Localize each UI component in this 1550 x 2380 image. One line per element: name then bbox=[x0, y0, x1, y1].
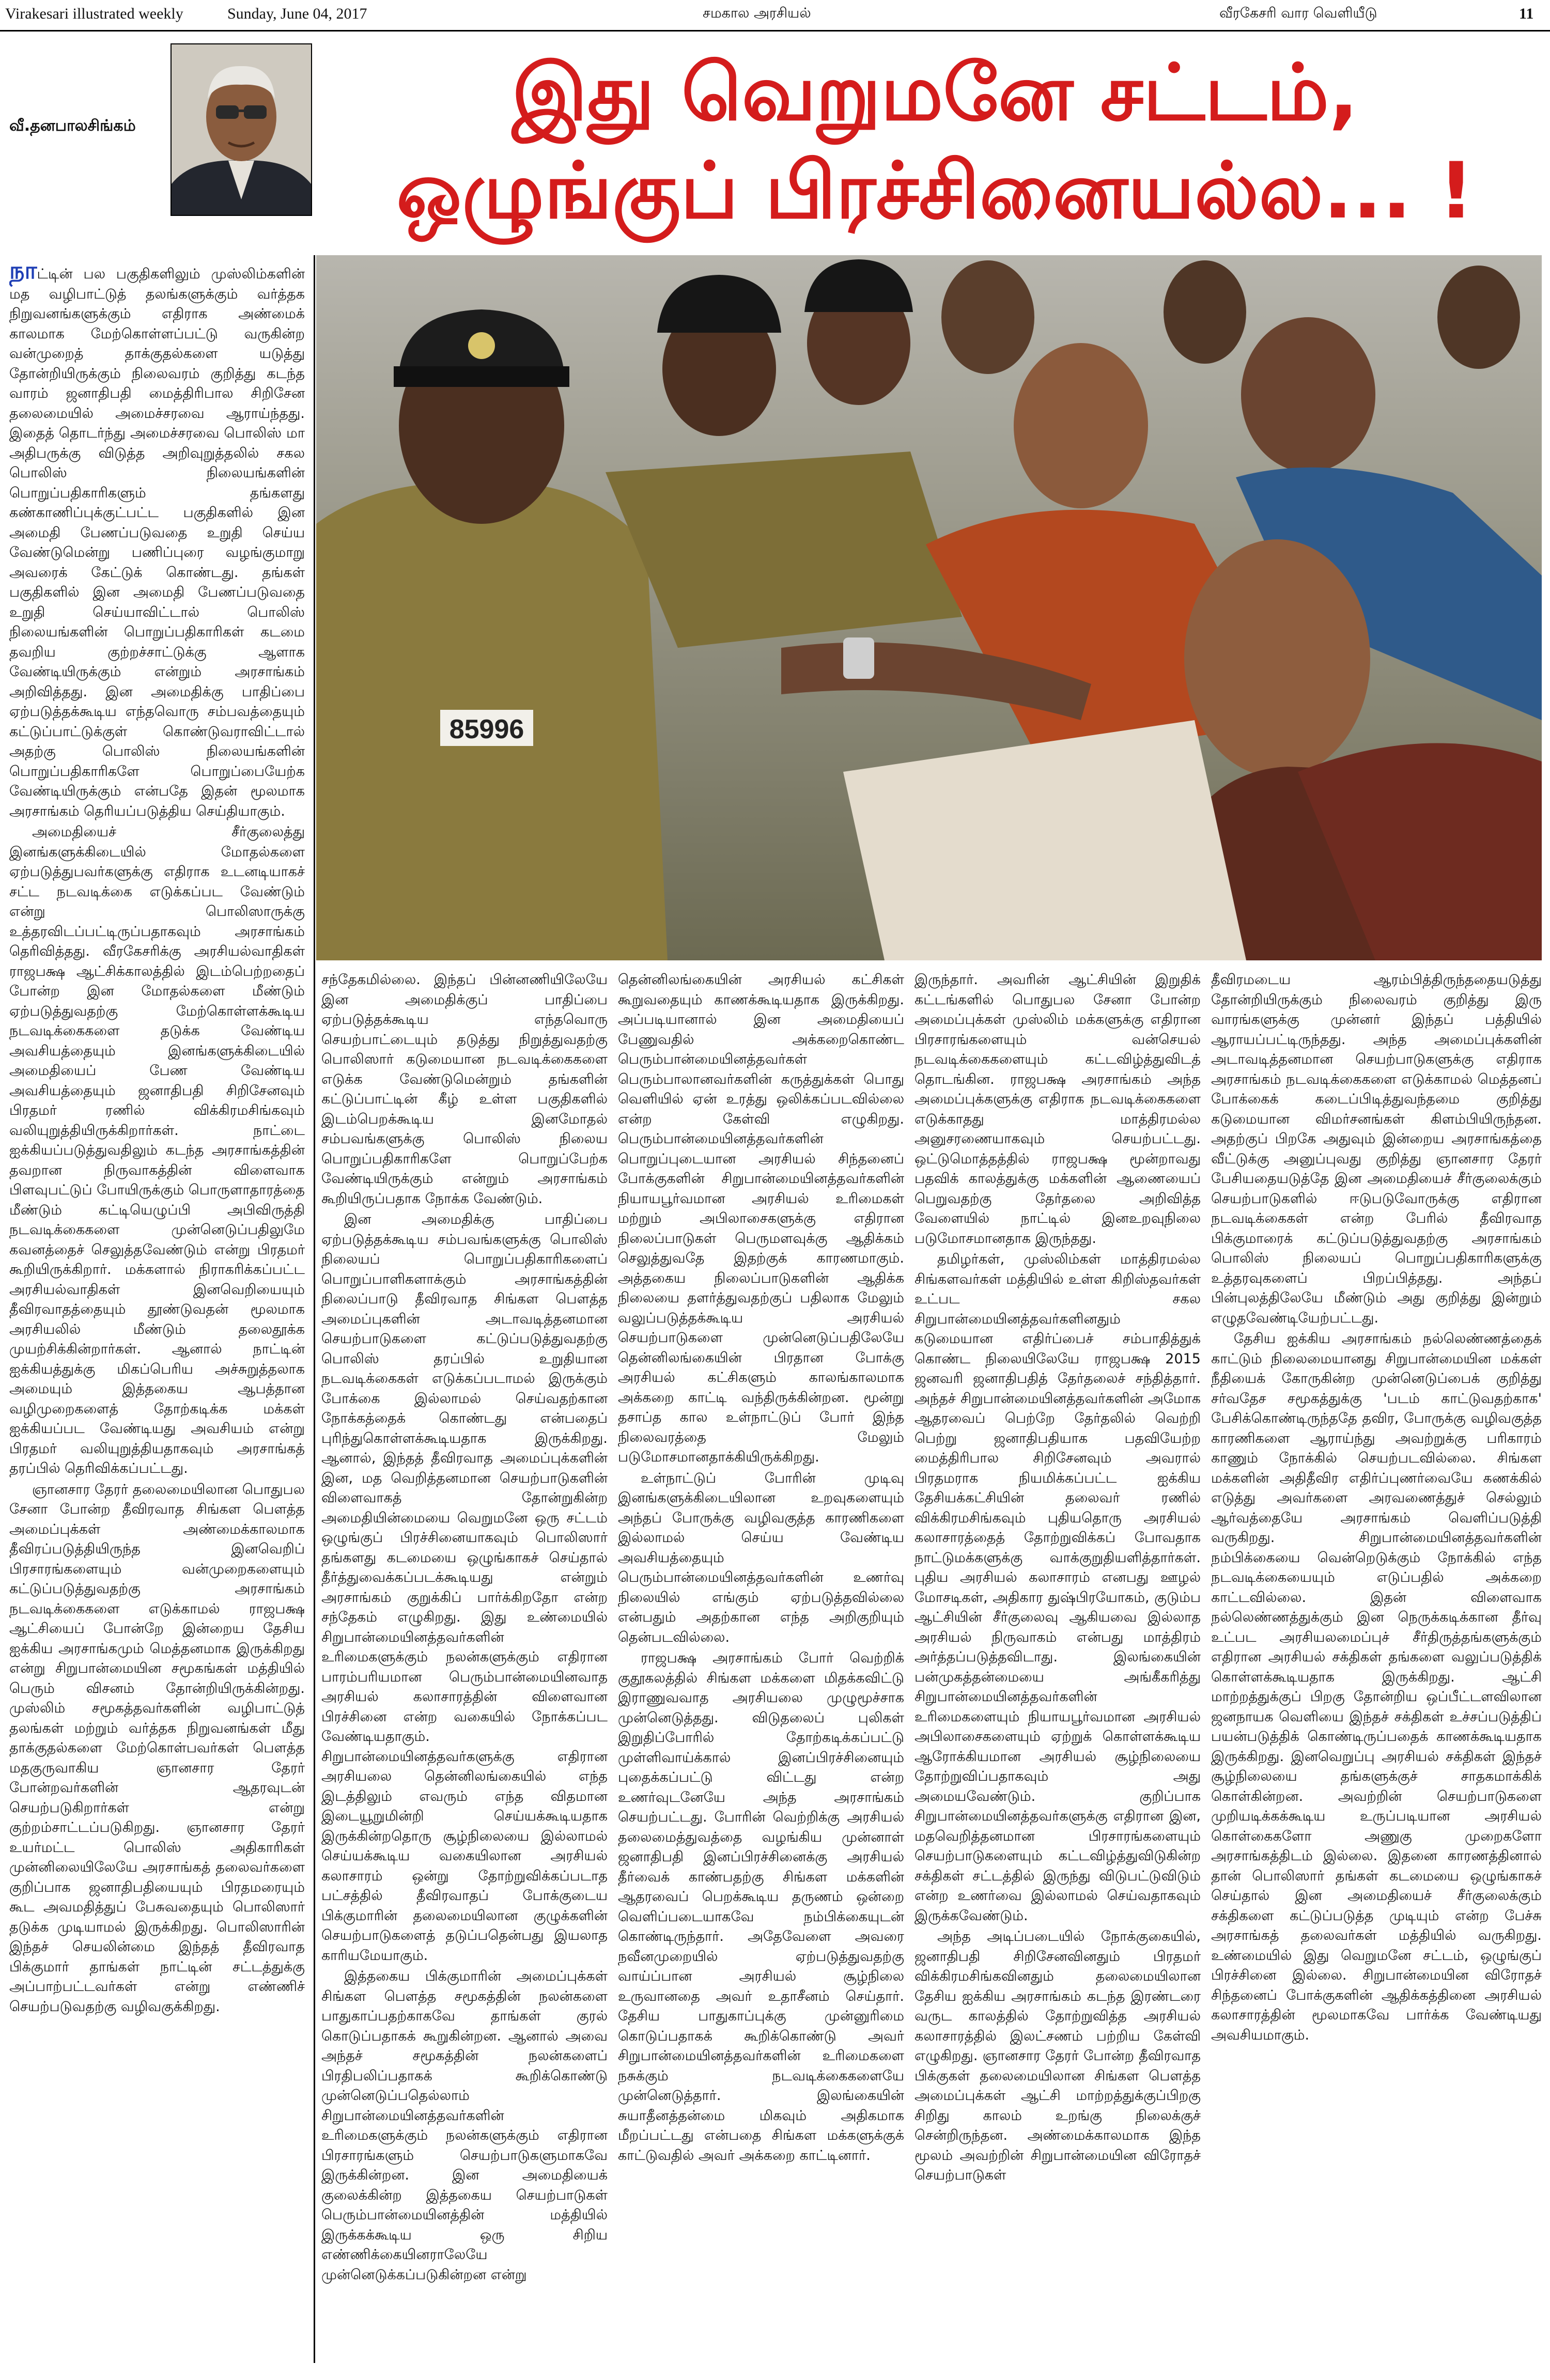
issue-date: Sunday, June 04, 2017 bbox=[227, 5, 367, 22]
article-column-5 bbox=[1211, 970, 1542, 2373]
paragraph: ஞானசார தேரர் தலைமையிலான பொதுபல சேனா போன்ற தீவிரவாத சிங்கள பௌத்த அமைப்புக்கள் அண்மைக்காலமாக தீவிரப்படுத்தியிருந்த இனவெறிப் பிரசாரங்களையும் வன்முறைகளையும் கட்டுப்படுத்துவதற்கு அரசாங்கம் நடவடிக்கைகளை எடுக்காமல் ராஜபக்ஷ ஆட்சியைப் போன்றே இன்றைய தேசிய ஐக்கிய அரசாங்கமும் மெத்தனமாக இருக்கிறது என்று சிறுபான்மையின சமூகங்கள் மத்தியில் பெரும் விசனம் தோன்றியிருக்கின்றது. முஸ்லிம் சமூகத்தவர்களின் வழிபாட்டுத் தலங்கள் மற்றும் வர்த்தக நிறுவனங்கள் மீது தாக்குதல்களை மேற்கொள்பவர்கள் பௌத்த மதகுருவாகிய ஞானசார தேரர் போன்றவர்களின் ஆதரவுடன் செயற்படுகிறார்கள் என்று குற்றம்சாட்டப்படுகிறது. ஞானசார தேரர் உயர்மட்ட பொலிஸ் அதிகாரிகள் முன்னிலையிலேயே அரசாங்கத் தலைவர்களை குறிப்பாக ஜனாதிபதியையும் பிரதமரையும் கூட அவமதித்துப் பேசுவதையும் பொலிஸார் தடுக்க முடியாமல் இருக்கிறது. பொலிஸாரின் இந்தச் செயலின்மை இந்தத் தீவிரவாத பிக்குமார் தாங்கள் நாட்டின் சட்டத்துக்கு அப்பாற்பட்டவர்கள் என்று எண்ணிச் செயற்படுவதற்கு வழிவகுக்கிறது. bbox=[9, 1481, 305, 2015]
article-column-4 bbox=[915, 970, 1201, 2373]
badge-number: 85996 bbox=[449, 714, 524, 744]
author-photo bbox=[171, 43, 312, 216]
paragraph: தேசிய ஐக்கிய அரசாங்கம் நல்லெண்ணத்தைக் காட்டும் நிலைமையானது சிறுபான்மையின மக்கள் நீதியைக் கோருகின்ற முன்னெடுப்பைக் குறித்து சர்வதேச சமூகத்துக்கு 'படம் காட்டுவதற்காக' பேசிக்கொண்டிருந்ததே தவிர, போருக்கு வழிவகுத்த காரணிகளை ஆராய்ந்து அவற்றுக்கு பரிகாரம் காணும் நோக்கில் செயற்படவில்லை. சிங்கள மக்களின் அதிதீவிர எதிர்ப்புணர்வையே கணக்கில் எடுத்து அவர்களை அரவணைத்துச் செல்லும் ஆர்வத்தையே அரசாங்கம் வெளிப்படுத்தி வருகிறது. சிறுபான்மையினத்தவர்களின் நம்பிக்கையை வென்றெடுக்கும் நோக்கில் எந்த நடவடிக்கையையும் எடுப்பதில் அக்கறை காட்டவில்லை. இதன் விளைவாக நல்லெண்ணத்துக்கும் இன நெருக்கடிக்கான தீர்வு உட்பட அரசியலமைப்புச் சீர்திருத்தங்களுக்கும் எதிரான அரசியல் சக்திகள் தங்களை வலுப்படுத்திக் கொள்ளக்கூடியதாக இருக்கிறது. ஆட்சி மாற்றத்துக்குப் பிறகு தோன்றிய ஒப்பீட்டளவிலான ஜனநாயக வெளியை இந்தச் சக்திகள் உச்சப்படுத்திப் பயன்படுத்திக் கொண்டிருப்பதைக் காணக்கூடியதாக இருக்கிறது. இனவெறுப்பு அரசியல் சக்திகள் இந்தச் சூழ்நிலையை தங்களுக்குச் சாதகமாக்கிக் கொள்கின்றன. அவற்றின் செயற்பாடுகளை முறியடிக்கக்கூடிய உருப்படியான அரசியல் கொள்கைகளோ அணுகு முறைகளோ அரசாங்கத்திடம் இல்லை. இதனை காரணத்தினால் தான் பொலிஸார் தங்கள் கடமையை ஒழுங்காகச் செய்தால் இன அமைதியைச் சீர்குலைக்கும் சக்திகளை கட்டுப்படுத்த முடியும் என்ற பேச்சு அரசாங்கத் தலைவர்கள் மத்தியில் வருகிறது. உண்மையில் இது வெறுமனே சட்டம், ஒழுங்குப் பிரச்சினை இல்லை. சிறுபான்மையின விரோதச் சிந்தனைப் போக்குகளின் ஆதிக்கத்தினை அரசியல் கலாசாரத்தின் மூலமாகவே பார்க்க வேண்டியது அவசியமாகும். bbox=[1211, 1331, 1542, 2043]
page-header bbox=[0, 0, 1550, 32]
drop-cap: நா bbox=[9, 260, 37, 284]
column-rule bbox=[314, 255, 315, 2363]
headline-line-1: இது வெறுமனே சட்டம், bbox=[512, 48, 1359, 138]
paragraph: அந்த அடிப்படையில் நோக்குகையில், ஜனாதிபதி சிறிசேனவினதும் பிரதமர் விக்கிரமசிங்கவினதும் தலைமையிலான தேசிய ஐக்கிய அரசாங்கம் கடந்த இரண்டரை வருட காலத்தில் தோற்றுவித்த அரசியல் கலாசாரத்தில் இலட்சணம் பற்றிய கேள்வி எழுகிறது. ஞானசார தேரர் போன்ற தீவிரவாத பிக்குகள் தலைமையிலான சிங்கள பௌத்த அமைப்புக்கள் ஆட்சி மாற்றத்துக்குப்பிறகு சிறிது காலம் உறங்கு நிலைக்குச் சென்றிருந்தன. அண்மைக்காலமாக இந்த மூலம் அவற்றின் சிறுபான்மையின விரோதச் செயற்பாடுகள் bbox=[915, 1928, 1201, 2183]
section-name: சமகால அரசியல் bbox=[703, 5, 811, 21]
article-column-1 bbox=[9, 260, 305, 2373]
paragraph: அமைதியைச் சீர்குலைத்து இனங்களுக்கிடையில் மோதல்களை ஏற்படுத்துபவர்களுக்கு எதிராக உடனடியாகச் சட்ட நடவடிக்கை எடுக்கப்பட வேண்டும் என்று பொலிஸாருக்கு உத்தரவிடப்பட்டிருப்பதாகவும் அரசாங்கம் தெரிவித்தது. வீரகேசரிக்கு அரசியல்வாதிகள் ராஜபக்ஷ ஆட்சிக்காலத்தில் இடம்பெற்றதைப் போன்ற இன மோதல்களை மீண்டும் ஏற்படுத்துவதற்கு மேற்கொள்ளக்கூடிய நடவடிக்கைகளை தடுக்க வேண்டிய அவசியத்தையும் இனங்களுக்கிடையில் அமைதியைப் பேண வேண்டிய அவசியத்தையும் ஜனாதிபதி சிறிசேனவும் பிரதமர் ரணில் விக்கிரமசிங்கவும் வலியுறுத்தியிருக்கிறார்கள். நாட்டை ஐக்கியப்படுத்துவதிலும் கடந்த அரசாங்கத்தின் தவறான நிருவாகத்தின் விளைவாக பிளவுபட்டுப் போயிருக்கும் பொருளாதாரத்தை மீண்டும் கட்டியெழுப்பி அபிவிருத்தி நடவடிக்கைகளை முன்னெடுப்பதிலுமே கவனத்தைச் செலுத்தவேண்டும் என்று பிரதமர் கூறியிருக்கிறார். மக்களால் நிராகரிக்கப்பட்ட அரசியல்வாதிகள் இனவெறியையும் தீவிரவாதத்தையும் தூண்டுவதன் மூலமாக அரசியலில் மீண்டும் தலைதூக்க முயற்சிக்கின்றார்கள். ஆனால் நாட்டின் ஐக்கியத்துக்கு மிகப்பெரிய அச்சுறுத்தலாக அமையும் இத்தகைய ஆபத்தான வழிமுறைகளைத் தோற்கடிக்க மக்கள் ஐக்கியப்பட வேண்டியது அவசியம் என்று பிரதமர் வலியுறுத்தியதாகவும் அரசாங்கத் தரப்பில் தெரிவிக்கப்பட்டது. bbox=[9, 824, 305, 1476]
paragraph: சந்தேகமில்லை. இந்தப் பின்னணியிலேயே இன அமைதிக்குப் பாதிப்பை ஏற்படுத்தக்கூடிய எந்தவொரு செயற்பாட்டையும் தடுத்து நிறுத்துவதற்கு பொலிஸார் கடுமையான நடவடிக்கைகளை எடுக்க வேண்டுமென்றும் தங்களின் கட்டுப்பாட்டின் கீழ் உள்ள பகுதிகளில் இடம்பெறக்கூடிய இனமோதல் சம்பவங்களுக்கு பொலிஸ் நிலைய பொறுப்பதிகாரிகளே பொறுப்பேற்க வேண்டியிருக்கும் என்றும் அரசாங்கம் கூறியிருப்பதாக நோக்க வேண்டும். bbox=[321, 972, 608, 1207]
article-column-2 bbox=[321, 970, 608, 2373]
paragraph: தமிழர்கள், முஸ்லிம்கள் மாத்திரமல்ல சிங்களவர்கள் மத்தியில் உள்ள கிறிஸ்தவர்கள் உட்பட சகல சிறுபான்மையினத்தவர்களினதும் கடுமையான எதிர்ப்பைச் சம்பாதித்துக் கொண்ட நிலையிலேயே ராஜபக்ஷ 2015 ஜனவரி ஜனாதிபதித் தேர்தலைச் சந்தித்தார். அந்தச் சிறுபான்மையினத்தவர்களின் அமோக ஆதரவைப் பெற்றே தேர்தலில் வெற்றி பெற்று ஜனாதிபதியாக பதவியேற்ற மைத்திரிபால சிறிசேனவும் அவரால் பிரதமராக நியமிக்கப்பட்ட ஐக்கிய தேசியக்கட்சியின் தலைவர் ரணில் விக்கிரமசிங்கவும் புதியதொரு அரசியல் கலாசாரத்தைத் தோற்றுவிக்கப் போவதாக நாட்டுமக்களுக்கு வாக்குறுதியளித்தார்கள். புதிய அரசியல் கலாசாரம் எனபது ஊழல் மோசடிகள், அதிகார துஷ்பிரயோகம், குடும்ப ஆட்சியின் சீர்குலைவு ஆகியவை இல்லாத அரசியல் நிருவாகம் என்பது மாத்திரம் அர்த்தப்படுத்தவிடாது. இலங்கையின் பன்முகத்தன்மையை அங்கீகரித்து சிறுபான்மையினத்தவர்களின் உரிமைகளையும் நியாயபூர்வமான அரசியல் அபிலாசைகளையும் ஏற்றுக் கொள்ளக்கூடிய ஆரோக்கியமான அரசியல் சூழ்நிலையை தோற்றுவிப்பதாகவும் அது அமையவேண்டும். குறிப்பாக சிறுபான்மையினத்தவர்களுக்கு எதிரான இன, மதவெறித்தனமான பிரசாரங்களையும் செயற்பாடுகளையும் கட்டவிழ்த்துவிடுகின்ற சக்திகள் சட்டத்தில் இருந்து விடுபட்டுவிடும் என்ற உணர்வை இல்லாமல் செய்வதாகவும் இருக்கவேண்டும். bbox=[915, 1251, 1201, 1924]
paragraph: தென்னிலங்கையின் அரசியல் கட்சிகள் கூறுவதையும் காணக்கூடியதாக இருக்கிறது. அப்படியானால் இன அமைதியைப் பேணுவதில் அக்கறைகொண்ட பெரும்பான்மையினத்தவர்கள் பெரும்பாலானவர்களின் கருத்துக்கள் பொது வெளியில் ஏன் உரத்து ஒலிக்கப்படவில்லை என்ற கேள்வி எழுகிறது. பெரும்பான்மையினத்தவர்களின் பொறுப்புடையான அரசியல் சிந்தனைப் போக்குகளின் சிறுபான்மையினத்தவர்களின் நியாயபூர்வமான அரசியல் உரிமைகள் மற்றும் அபிலாசைகளுக்கு எதிரான நிலைப்பாடுகள் பெருமளவுக்கு ஆதிக்கம் செலுத்துவதே இதற்குக் காரணமாகும். அத்தகைய நிலைப்பாடுகளின் ஆதிக்க நிலையை தளர்த்துவதற்குப் பதிலாக மேலும் வலுப்படுத்தக்கூடிய அரசியல் செயற்பாடுகளை முன்னெடுப்பதிலேயே தென்னிலங்கையின் பிரதான போக்கு அரசியல் கட்சிகளும் காலங்காலமாக அக்கறை காட்டி வந்திருக்கின்றன. மூன்று தசாப்த கால உள்நாட்டுப் போர் இந்த நிலைவரத்தை மேலும் படுமோசமானதாக்கியிருக்கிறது. bbox=[618, 972, 904, 1465]
article-column-3 bbox=[618, 970, 904, 2373]
author-name: வீ.தனபாலசிங்கம் bbox=[9, 117, 136, 135]
paragraph: நாட்டின் பல பகுதிகளிலும் முஸ்லிம்களின் மத வழிபாட்டுத் தலங்களுக்கும் வர்த்தக நிறுவனங்களுக்கும் எதிராக அண்மைக் காலமாக மேற்கொள்ளப்பட்டு வருகின்ற வன்முறைத் தாக்குதல்களை யடுத்து தோன்றியிருக்கும் நிலைவரம் குறித்து கடந்த வாரம் ஜனாதிபதி மைத்திரிபால சிறிசேன தலைமையில் அமைச்சரவை ஆராய்ந்தது. இதைத் தொடர்ந்து அமைச்சரவை பொலிஸ் மா அதிபருக்கு விடுத்த அறிவுறுத்தலில் சகல பொலிஸ் நிலையங்களின் பொறுப்பதிகாரிகளும் தங்களது கண்காணிப்புக்குட்பட்ட பகுதிகளில் இன அமைதி பேணப்படுவதை உறுதி செய்ய வேண்டுமென்று பணிப்புரை வழங்குமாறு அவரைக் கேட்டுக் கொண்டது. தங்கள் பகுதிகளில் இன அமைதி பேணப்படுவதை உறுதி செய்யாவிட்டால் பொலிஸ் நிலையங்களின் பொறுப்பதிகாரிகள் கடமை தவறிய குற்றச்சாட்டுக்கு ஆளாக வேண்டியிருக்கும் என்றும் அரசாங்கம் அறிவித்தது. இன அமைதிக்கு பாதிப்பை ஏற்படுத்தக்கூடிய எந்தவொரு சம்பவத்தையும் கட்டுப்பாட்டுக்குள் கொண்டுவராவிட்டால் அதற்கு பொலிஸ் நிலையங்களின் பொறுப்பதிகாரிகளே பொறுப்பையேற்க வேண்டியிருக்கும் என்பதே இதன் மூலமாக அரசாங்கம் தெரியப்படுத்திய செய்தியாகும். bbox=[9, 260, 305, 821]
page-number: 11 bbox=[1519, 5, 1534, 22]
publication-name: Virakesari illustrated weekly bbox=[5, 5, 183, 22]
protest-scene-icon bbox=[316, 255, 1542, 960]
paragraph: இருந்தார். அவரின் ஆட்சியின் இறுதிக் கட்டங்களில் பொதுபல சேனா போன்ற அமைப்புக்கள் முஸ்லிம் மக்களுக்கு எதிரான பிரசாரங்களையும் வன்செயல் நடவடிக்கைகளையும் கட்டவிழ்த்துவிடத் தொடங்கின. ராஜபக்ஷ அரசாங்கம் அந்த அமைப்புக்களுக்கு எதிராக நடவடிக்கைகளை எடுக்காதது மாத்திரமல்ல அனுசரணையாகவும் செயற்பட்டது. ஒட்டுமொத்தத்தில் ராஜபக்ஷ மூன்றாவது பதவிக் காலத்துக்கு மக்களின் ஆணையைப் பெறுவதற்கு தேர்தலை அறிவித்த வேளையில் நாட்டில் இனஉறவுநிலை படுமோசமானதாக இருந்தது. bbox=[915, 972, 1201, 1247]
paragraph: தீவிரமடைய ஆரம்பித்திருந்ததையடுத்து தோன்றியிருக்கும் நிலைவரம் குறித்து இரு வாரங்களுக்கு முன்னர் இந்தப் பத்தியில் ஆராயப்பட்டிருந்தது. அந்த அமைப்புக்களின் அடாவடித்தனமான செயற்பாடுகளுக்கு எதிராக அரசாங்கம் நடவடிக்கைகளை எடுக்காமல் மெத்தனப் போக்கைக் கடைப்பிடித்துவந்தமை குறித்து கடுமையான விமர்சனங்கள் கிளம்பியிருந்தன. அதற்குப் பிறகே அதுவும் இன்றைய அரசாங்கத்தை வீட்டுக்கு அனுப்புவது குறித்து ஞானசார தேரர் பேசியதையடுத்தே இன அமைதியைச் சீர்குலைக்கும் செயற்பாடுகளில் ஈடுபடுவோருக்கு எதிரான நடவடிக்கைகள் என்ற பேரில் தீவிரவாத பிக்குமாரைக் கட்டுப்படுத்துவதற்கு அரசாங்கம் பொலிஸ் நிலையப் பொறுப்பதிகாரிகளுக்கு உத்தரவுகளைப் பிறப்பித்தது. அந்தப் பின்புலத்திலேயே மீண்டும் அது குறித்து இன்றும் எழுதவேண்டியேற்பட்டது. bbox=[1211, 972, 1542, 1326]
paragraph: உள்நாட்டுப் போரின் முடிவு இனங்களுக்கிடையிலான உறவுகளையும் அந்தப் போருக்கு வழிவகுத்த காரணிகளை இல்லாமல் செய்ய வேண்டிய அவசியத்தையும் பெரும்பான்மையினத்தவர்களின் உணர்வு நிலையில் எங்கும் ஏற்படுத்தவில்லை என்பதும் அதற்கான எந்த அறிகுறியும் தென்படவில்லை. bbox=[618, 1470, 904, 1645]
paragraph: ராஜபக்ஷ அரசாங்கம் போர் வெற்றிக் குதூகலத்தில் சிங்கள மக்களை மிதக்கவிட்டு இராணுவவாத அரசியலை முழுமூச்சாக முன்னெடுத்தது. விடுதலைப் புலிகள் இறுதிப்போரில் தோற்கடிக்கப்பட்டு முள்ளிவாய்க்கால் இனப்பிரச்சினையும் புதைக்கப்பட்டு விட்டது என்ற உணர்வுடனேயே அந்த அரசாங்கம் செயற்பட்டது. போரின் வெற்றிக்கு அரசியல் தலைமைத்துவத்தை வழங்கிய முன்னாள் ஜனாதிபதி இனப்பிரச்சினைக்கு அரசியல் தீர்வைக் காண்பதற்கு சிங்கள மக்களின் ஆதரவைப் பெறக்கூடிய தருணம் ஒன்றை வெளிப்படையாகவே நம்பிக்கையுடன் கொண்டிருந்தார். அதேவேளை அவரை நவீனமுறையில் ஏற்படுத்துவதற்கு வாய்ப்பான அரசியல் சூழ்நிலை உருவானதை அவர் உதாசீனம் செய்தார். தேசிய பாதுகாப்புக்கு முன்னுரிமை கொடுப்பதாகக் கூறிக்கொண்டு அவர் சிறுபான்மையினத்தவர்களின் உரிமைகளை நசுக்கும் நடவடிக்கைகளையே முன்னெடுத்தார். இலங்கையின் சுயாதீனத்தன்மை மிகவும் அதிகமாக மீறப்பட்டது என்பதை சிங்கள மக்களுக்குக் காட்டுவதில் அவர் அக்கறை காட்டினார். bbox=[618, 1650, 904, 2164]
author-portrait-icon bbox=[172, 44, 311, 215]
paragraph: இத்தகைய பிக்குமாரின் அமைப்புக்கள் சிங்கள பௌத்த சமூகத்தின் நலன்களை பாதுகாப்பதற்காகவே தாங்கள் குரல் கொடுப்பதாகக் கூறுகின்றன. ஆனால் அவை அந்தச் சமூகத்தின் நலன்களைப் பிரதிபலிப்பதாகக் கூறிக்கொண்டு முன்னெடுப்பதெல்லாம் சிறுபான்மையினத்தவர்களின் உரிமைகளுக்கும் நலன்களுக்கும் எதிரான பிரசாரங்களும் செயற்பாடுகளுமாகவே இருக்கின்றன. இன அமைதியைக் குலைக்கின்ற இத்தகைய செயற்பாடுகள் பெரும்பான்மையினத்தின் மத்தியில் இருக்கக்கூடிய ஒரு சிறிய எண்ணிக்கையினராலேயே முன்னெடுக்கப்படுகின்றன என்று bbox=[321, 1968, 608, 2283]
headline-line-2: ஒழுங்குப் பிரச்சினையல்ல... ! bbox=[396, 146, 1474, 236]
masthead-tamil: வீரகேசரி வார வெளியீடு bbox=[1219, 5, 1377, 21]
news-photo bbox=[316, 255, 1542, 960]
paragraph: இன அமைதிக்கு பாதிப்பை ஏற்படுத்தக்கூடிய சம்பவங்களுக்கு பொலிஸ் நிலையப் பொறுப்பதிகாரிகளைப் பொறுப்பாளிகளாக்கும் அரசாங்கத்தின் நிலைப்பாடு தீவிரவாத சிங்கள பௌத்த அமைப்புகளின் அடாவடித்தனமான செயற்பாடுகளை கட்டுப்படுத்துவதற்கு பொலிஸ் தரப்பில் உறுதியான நடவடிக்கைகள் எடுக்கப்படாமல் இருக்கும் போக்கை இல்லாமல் செய்வதற்கான நோக்கத்தைக் கொண்டது என்பதைப் புரிந்துகொள்ளக்கூடியதாக இருக்கிறது. ஆனால், இந்தத் தீவிரவாத அமைப்புக்களின் இன, மத வெறித்தனமான செயற்பாடுகளின் விளைவாகத் தோன்றுகின்ற அமைதியின்மையை வெறுமனே ஒரு சட்டம் ஒழுங்குப் பிரச்சினையாகவும் பொலிஸார் தங்களது கடமையை ஒழுங்காகச் செய்தால் தீர்த்துவைக்கப்படக்கூடியது என்றும் அரசாங்கம் குறுக்கிப் பார்க்கிறதோ என்ற சந்தேகம் எழுகிறது. இது உண்மையில் சிறுபான்மையினத்தவர்களின் உரிமைகளுக்கும் நலன்களுக்கும் எதிரான பாரம்பரியமான பெரும்பான்மையினவாத அரசியல் கலாசாரத்தின் விளைவான பிரச்சினை என்ற வகையில் நோக்கப்பட வேண்டியதாகும். சிறுபான்மையினத்தவர்களுக்கு எதிரான அரசியலை தென்னிலங்கையில் எந்த இடத்திலும் எவரும் எந்த விதமான இடையூறுமின்றி செய்யக்கூடியதாக இருக்கின்றதொரு சூழ்நிலையை இல்லாமல் செய்யக்கூடிய வகையிலான அரசியல் கலாசாரம் ஒன்று தோற்றுவிக்கப்படாத பட்சத்தில் தீவிரவாதப் போக்குடைய பிக்குமாரின் தலைமையிலான குழுக்களின் செயற்பாடுகளைத் தடுப்பதென்பது இயலாத காரியமேயாகும். bbox=[321, 1211, 608, 1964]
